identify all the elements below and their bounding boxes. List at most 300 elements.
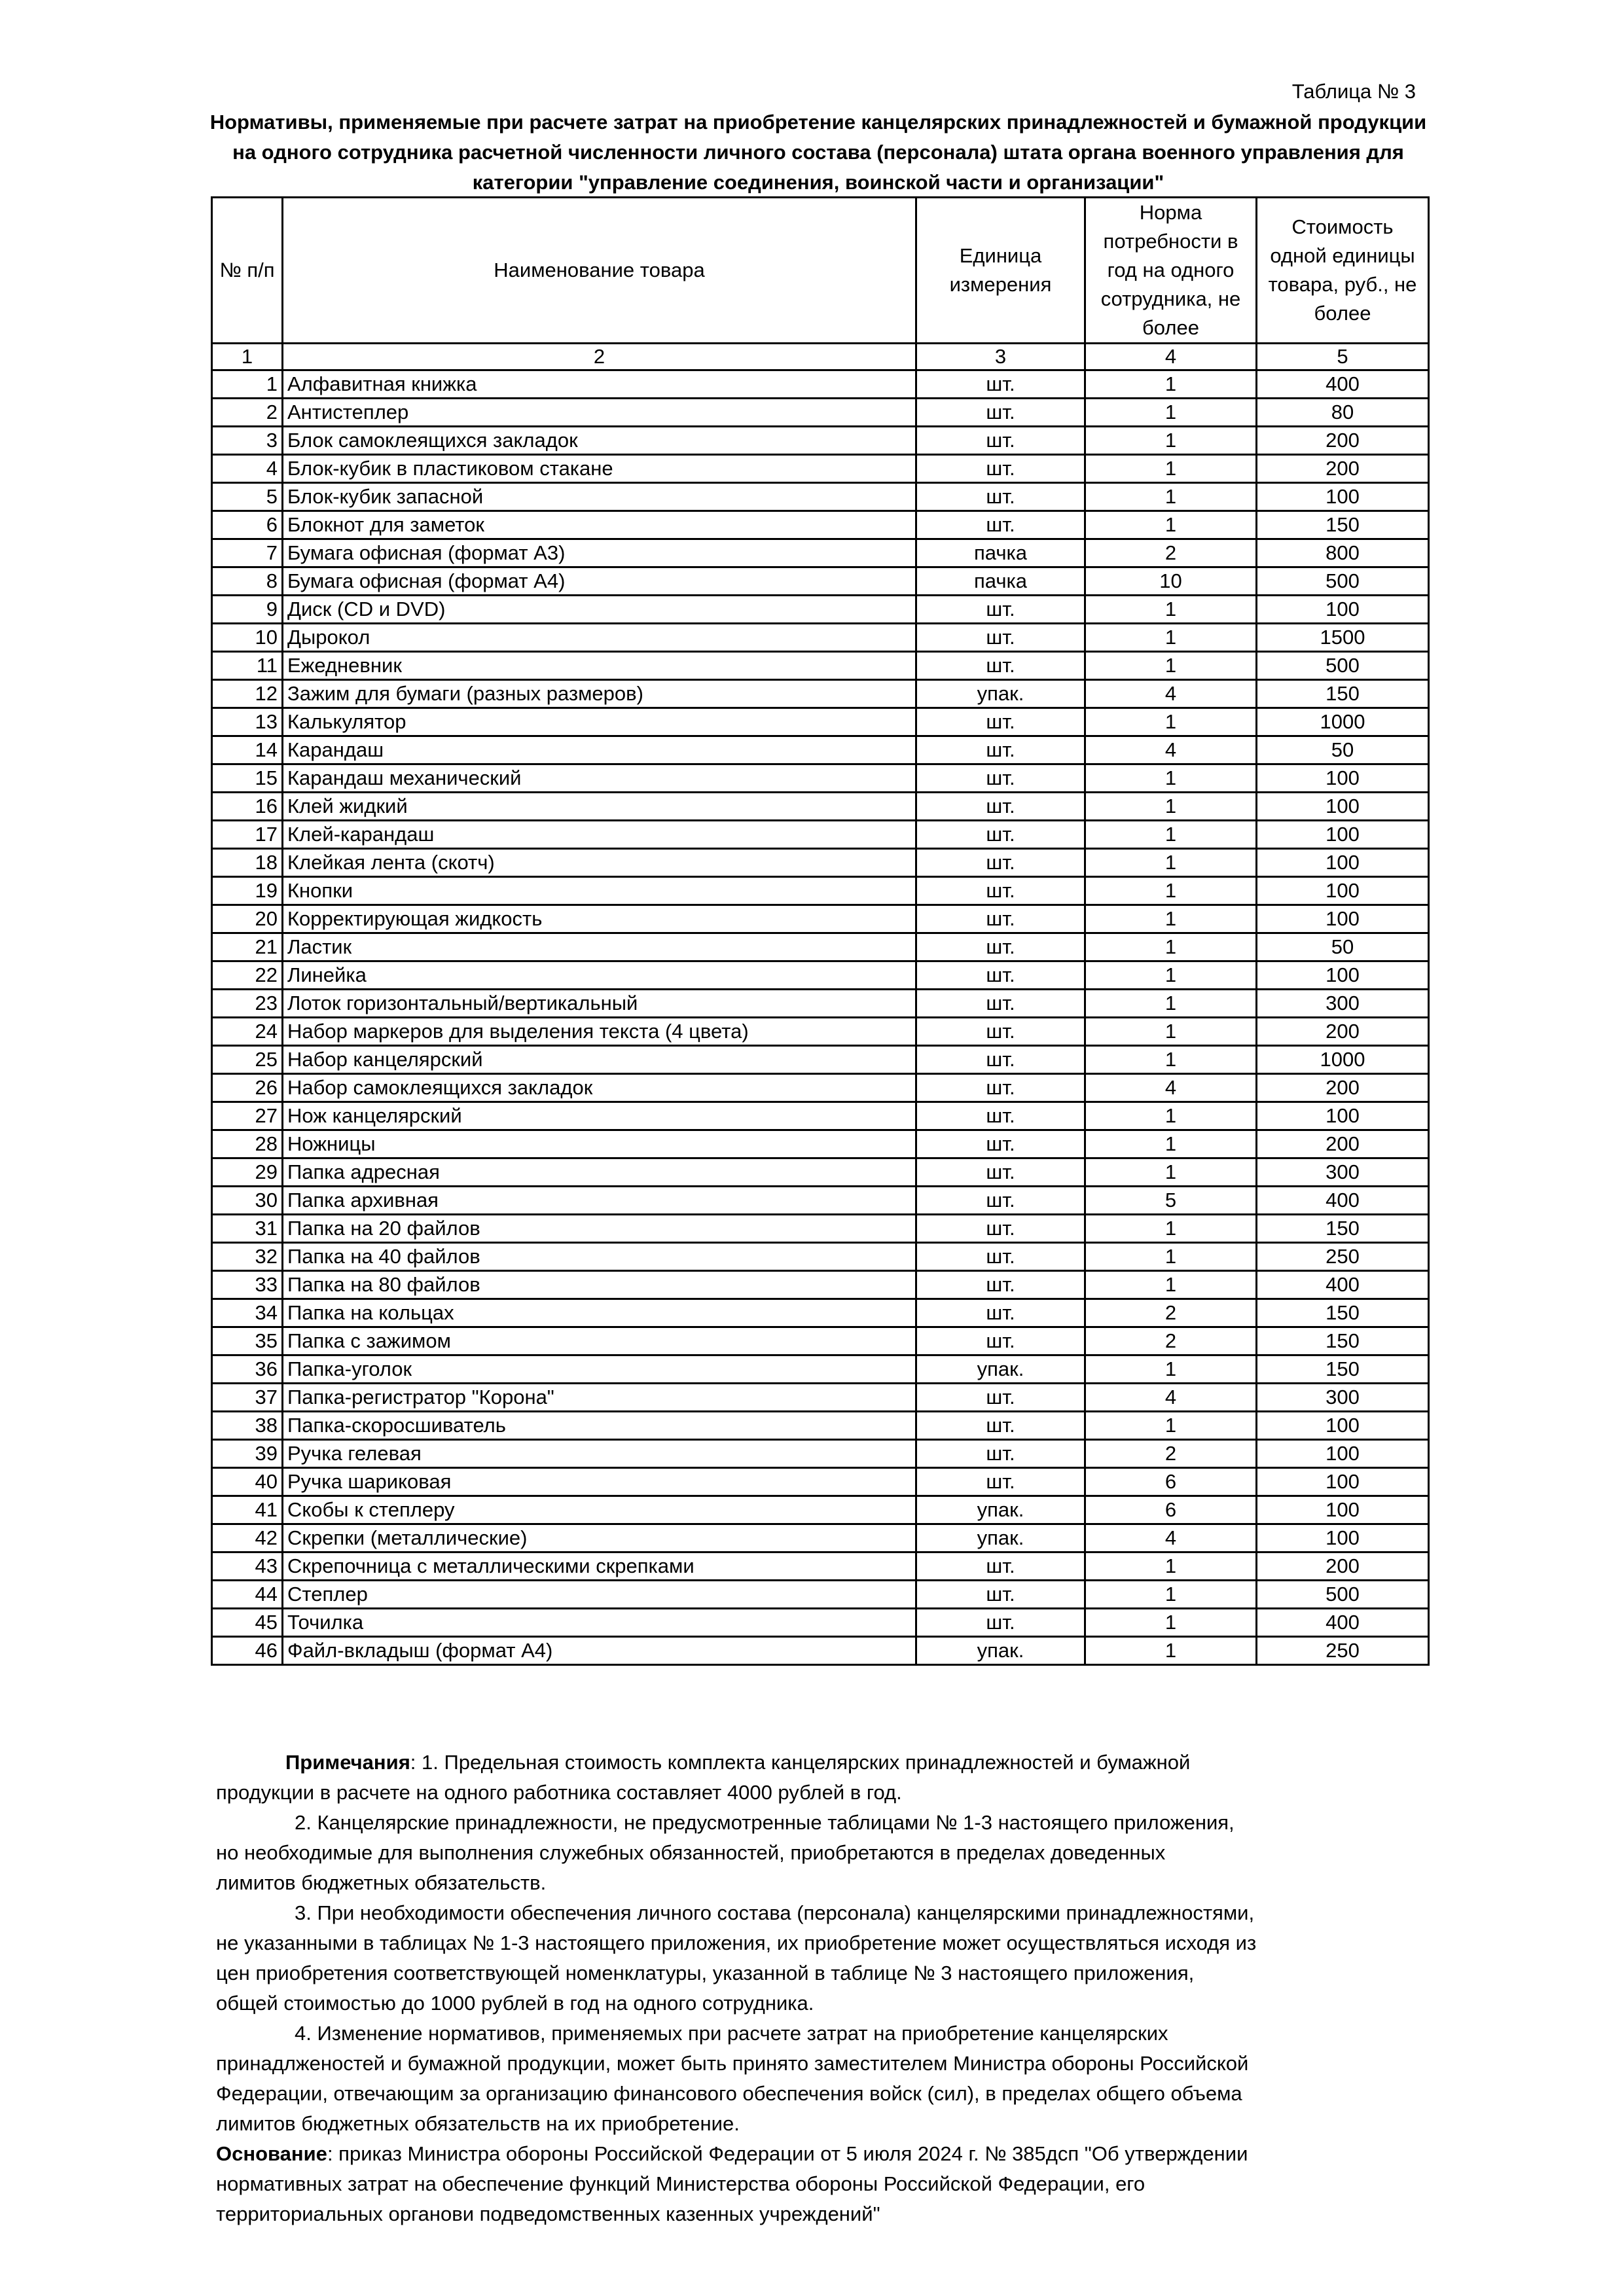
row-number: 17 <box>212 821 283 849</box>
unit: шт. <box>916 427 1085 455</box>
unit: шт. <box>916 455 1085 483</box>
table-row <box>212 455 1429 483</box>
table-row <box>212 427 1429 455</box>
row-number: 13 <box>212 708 283 736</box>
unit: шт. <box>916 1609 1085 1637</box>
unit-price: 100 <box>1257 849 1429 877</box>
row-number: 19 <box>212 877 283 905</box>
title-line: Нормативы, применяемые при расчете затрат на приобретение канцелярских принадлежностей и бумажной продукции <box>209 111 1427 134</box>
row-number: 20 <box>212 905 283 933</box>
annual-norm: 1 <box>1085 427 1257 455</box>
unit-price: 200 <box>1257 1130 1429 1158</box>
annual-norm: 1 <box>1085 511 1257 539</box>
annual-norm: 1 <box>1085 708 1257 736</box>
table-row <box>212 539 1429 567</box>
unit: шт. <box>916 1412 1085 1440</box>
row-number: 42 <box>212 1524 283 1552</box>
annual-norm: 1 <box>1085 1215 1257 1243</box>
annual-norm: 1 <box>1085 1243 1257 1271</box>
unit-price: 100 <box>1257 1524 1429 1552</box>
table-row <box>212 1609 1429 1637</box>
table-row <box>212 1581 1429 1609</box>
column-number: 4 <box>1085 344 1257 370</box>
unit-price: 100 <box>1257 1468 1429 1496</box>
row-number: 39 <box>212 1440 283 1468</box>
table-row <box>212 1074 1429 1102</box>
unit: шт. <box>916 1384 1085 1412</box>
annual-norm: 1 <box>1085 483 1257 511</box>
product-name: Блок самоклеящихся закладок <box>283 427 916 455</box>
row-number: 24 <box>212 1018 283 1046</box>
column-number-row <box>212 344 1429 370</box>
unit: шт. <box>916 1327 1085 1355</box>
header-norm: Норма потребности в год на одного сотрудника, не более <box>1085 198 1257 344</box>
unit: упак. <box>916 1355 1085 1384</box>
annual-norm: 6 <box>1085 1496 1257 1524</box>
product-name: Антистеплер <box>283 399 916 427</box>
product-name: Лоток горизонтальный/вертикальный <box>283 990 916 1018</box>
row-number: 28 <box>212 1130 283 1158</box>
unit: упак. <box>916 1637 1085 1665</box>
row-number: 18 <box>212 849 283 877</box>
product-name: Ножницы <box>283 1130 916 1158</box>
product-name: Зажим для бумаги (разных размеров) <box>283 680 916 708</box>
unit: шт. <box>916 1468 1085 1496</box>
annual-norm: 1 <box>1085 370 1257 399</box>
note-text: не указанными в таблицах № 1-3 настоящего приложения, их приобретение может осуществляться исходя из <box>216 1931 1257 1954</box>
product-name: Папка на 80 файлов <box>283 1271 916 1299</box>
product-name: Папка архивная <box>283 1187 916 1215</box>
unit-price: 200 <box>1257 1074 1429 1102</box>
unit-price: 400 <box>1257 370 1429 399</box>
table-row <box>212 1130 1429 1158</box>
unit-price: 300 <box>1257 1384 1429 1412</box>
table-row <box>212 990 1429 1018</box>
product-name: Блокнот для заметок <box>283 511 916 539</box>
unit: шт. <box>916 708 1085 736</box>
unit-price: 250 <box>1257 1637 1429 1665</box>
unit: шт. <box>916 596 1085 624</box>
unit-price: 150 <box>1257 1355 1429 1384</box>
row-number: 11 <box>212 652 283 680</box>
row-number: 4 <box>212 455 283 483</box>
table-row <box>212 567 1429 596</box>
unit-price: 500 <box>1257 567 1429 596</box>
product-name: Набор самоклеящихся закладок <box>283 1074 916 1102</box>
row-number: 32 <box>212 1243 283 1271</box>
row-number: 44 <box>212 1581 283 1609</box>
note-4: 4. Изменение нормативов, применяемых при расчете затрат на приобретение канцелярских <box>295 2022 1168 2045</box>
annual-norm: 1 <box>1085 1046 1257 1074</box>
product-name: Клейкая лента (скотч) <box>283 849 916 877</box>
table-row <box>212 1496 1429 1524</box>
unit: шт. <box>916 483 1085 511</box>
annual-norm: 10 <box>1085 567 1257 596</box>
product-name: Папка на кольцах <box>283 1299 916 1327</box>
product-name: Ластик <box>283 933 916 961</box>
annual-norm: 1 <box>1085 764 1257 793</box>
product-name: Бумага офисная (формат А4) <box>283 567 916 596</box>
table-row <box>212 933 1429 961</box>
table-row <box>212 1271 1429 1299</box>
table-row <box>212 821 1429 849</box>
table-row <box>212 1468 1429 1496</box>
unit-price: 150 <box>1257 1327 1429 1355</box>
column-number: 5 <box>1257 344 1429 370</box>
row-number: 9 <box>212 596 283 624</box>
unit-price: 100 <box>1257 1496 1429 1524</box>
unit-price: 100 <box>1257 596 1429 624</box>
product-name: Папка-скоросшиватель <box>283 1412 916 1440</box>
unit-price: 500 <box>1257 1581 1429 1609</box>
note-text: продукции в расчете на одного работника составляет 4000 рублей в год. <box>216 1781 902 1804</box>
unit-price: 250 <box>1257 1243 1429 1271</box>
product-name: Ручка шариковая <box>283 1468 916 1496</box>
unit-price: 150 <box>1257 1299 1429 1327</box>
annual-norm: 1 <box>1085 1637 1257 1665</box>
table-row <box>212 1046 1429 1074</box>
unit-price: 150 <box>1257 511 1429 539</box>
product-name: Скрепочница с металлическими скрепками <box>283 1552 916 1581</box>
table-row <box>212 1355 1429 1384</box>
note-text: Федерации, отвечающим за организацию финансового обеспечения войск (сил), в пределах общего объема <box>216 2082 1242 2105</box>
row-number: 14 <box>212 736 283 764</box>
unit: шт. <box>916 821 1085 849</box>
product-name: Линейка <box>283 961 916 990</box>
unit-price: 50 <box>1257 736 1429 764</box>
annual-norm: 5 <box>1085 1187 1257 1215</box>
unit-price: 400 <box>1257 1187 1429 1215</box>
annual-norm: 1 <box>1085 455 1257 483</box>
table-row <box>212 1412 1429 1440</box>
unit: шт. <box>916 1074 1085 1102</box>
row-number: 31 <box>212 1215 283 1243</box>
unit-price: 100 <box>1257 821 1429 849</box>
document-title <box>196 107 1440 198</box>
annual-norm: 1 <box>1085 596 1257 624</box>
unit-price: 50 <box>1257 933 1429 961</box>
unit: шт. <box>916 511 1085 539</box>
table-row <box>212 736 1429 764</box>
annual-norm: 2 <box>1085 539 1257 567</box>
unit: шт. <box>916 905 1085 933</box>
annual-norm: 1 <box>1085 652 1257 680</box>
unit: шт. <box>916 1158 1085 1187</box>
unit-price: 400 <box>1257 1271 1429 1299</box>
annual-norm: 1 <box>1085 1355 1257 1384</box>
table-row <box>212 905 1429 933</box>
table-row <box>212 708 1429 736</box>
product-name: Блок-кубик в пластиковом стакане <box>283 455 916 483</box>
row-number: 12 <box>212 680 283 708</box>
unit: шт. <box>916 1018 1085 1046</box>
unit: шт. <box>916 793 1085 821</box>
unit-price: 100 <box>1257 793 1429 821</box>
product-name: Клей жидкий <box>283 793 916 821</box>
row-number: 5 <box>212 483 283 511</box>
unit: шт. <box>916 1299 1085 1327</box>
row-number: 10 <box>212 624 283 652</box>
table-row <box>212 680 1429 708</box>
unit: шт. <box>916 1046 1085 1074</box>
unit-price: 300 <box>1257 1158 1429 1187</box>
row-number: 22 <box>212 961 283 990</box>
annual-norm: 4 <box>1085 736 1257 764</box>
row-number: 2 <box>212 399 283 427</box>
row-number: 1 <box>212 370 283 399</box>
unit-price: 400 <box>1257 1609 1429 1637</box>
product-name: Алфавитная книжка <box>283 370 916 399</box>
annual-norm: 1 <box>1085 1552 1257 1581</box>
unit-price: 100 <box>1257 1412 1429 1440</box>
unit-price: 200 <box>1257 1552 1429 1581</box>
annual-norm: 1 <box>1085 1018 1257 1046</box>
unit-price: 100 <box>1257 1440 1429 1468</box>
product-name: Ежедневник <box>283 652 916 680</box>
row-number: 26 <box>212 1074 283 1102</box>
header-price: Стоимость одной единицы товара, руб., не более <box>1257 198 1429 344</box>
unit: шт. <box>916 849 1085 877</box>
row-number: 33 <box>212 1271 283 1299</box>
table-row <box>212 399 1429 427</box>
basis-label: Основание <box>216 2142 327 2165</box>
annual-norm: 4 <box>1085 1524 1257 1552</box>
unit: шт. <box>916 877 1085 905</box>
annual-norm: 1 <box>1085 624 1257 652</box>
table-row <box>212 1158 1429 1187</box>
unit: шт. <box>916 1102 1085 1130</box>
row-number: 45 <box>212 1609 283 1637</box>
header-product-name: Наименование товара <box>283 198 916 344</box>
product-name: Папка-уголок <box>283 1355 916 1384</box>
annual-norm: 1 <box>1085 849 1257 877</box>
annual-norm: 1 <box>1085 1271 1257 1299</box>
basis-text: нормативных затрат на обеспечение функций Министерства обороны Российской Федерации, его <box>216 2172 1146 2195</box>
product-name: Блок-кубик запасной <box>283 483 916 511</box>
annual-norm: 1 <box>1085 399 1257 427</box>
unit: шт. <box>916 1130 1085 1158</box>
column-number: 2 <box>283 344 916 370</box>
unit-price: 200 <box>1257 455 1429 483</box>
table-row <box>212 1018 1429 1046</box>
table-row <box>212 370 1429 399</box>
product-name: Карандаш <box>283 736 916 764</box>
annual-norm: 1 <box>1085 877 1257 905</box>
unit: упак. <box>916 1524 1085 1552</box>
product-name: Папка адресная <box>283 1158 916 1187</box>
note-3: 3. При необходимости обеспечения личного состава (персонала) канцелярскими принадлежностями, <box>295 1901 1255 1924</box>
unit: упак. <box>916 680 1085 708</box>
row-number: 35 <box>212 1327 283 1355</box>
annual-norm: 1 <box>1085 1609 1257 1637</box>
product-name: Ручка гелевая <box>283 1440 916 1468</box>
note-text: лимитов бюджетных обязательств. <box>216 1871 547 1894</box>
unit: шт. <box>916 370 1085 399</box>
unit-price: 100 <box>1257 1102 1429 1130</box>
note-text: общей стоимостью до 1000 рублей в год на одного сотрудника. <box>216 1992 814 2015</box>
unit-price: 200 <box>1257 427 1429 455</box>
product-name: Папка на 20 файлов <box>283 1215 916 1243</box>
product-name: Папка-регистратор "Корона" <box>283 1384 916 1412</box>
annual-norm: 1 <box>1085 961 1257 990</box>
table-row <box>212 1440 1429 1468</box>
row-number: 30 <box>212 1187 283 1215</box>
annual-norm: 1 <box>1085 1412 1257 1440</box>
table-row <box>212 624 1429 652</box>
unit: шт. <box>916 764 1085 793</box>
annual-norm: 1 <box>1085 821 1257 849</box>
row-number: 8 <box>212 567 283 596</box>
note-text: : 1. Предельная стоимость комплекта канцелярских принадлежностей и бумажной <box>410 1751 1191 1774</box>
row-number: 46 <box>212 1637 283 1665</box>
unit: шт. <box>916 1440 1085 1468</box>
row-number: 29 <box>212 1158 283 1187</box>
note-text: лимитов бюджетных обязательств на их приобретение. <box>216 2112 740 2135</box>
row-number: 23 <box>212 990 283 1018</box>
annual-norm: 1 <box>1085 1581 1257 1609</box>
product-name: Точилка <box>283 1609 916 1637</box>
unit: шт. <box>916 933 1085 961</box>
unit-price: 1500 <box>1257 624 1429 652</box>
product-name: Дырокол <box>283 624 916 652</box>
unit: пачка <box>916 539 1085 567</box>
unit: шт. <box>916 736 1085 764</box>
column-number: 3 <box>916 344 1085 370</box>
row-number: 16 <box>212 793 283 821</box>
annual-norm: 2 <box>1085 1299 1257 1327</box>
unit-price: 80 <box>1257 399 1429 427</box>
table-row <box>212 1524 1429 1552</box>
product-name: Бумага офисная (формат А3) <box>283 539 916 567</box>
basis <box>216 2139 1329 2169</box>
note-text: цен приобретения соответствующей номенклатуры, указанной в таблице № 3 настоящего приложения, <box>216 1962 1195 1984</box>
annual-norm: 1 <box>1085 1102 1257 1130</box>
unit-price: 300 <box>1257 990 1429 1018</box>
table-row <box>212 483 1429 511</box>
row-number: 6 <box>212 511 283 539</box>
row-number: 36 <box>212 1355 283 1384</box>
header-number: № п/п <box>212 198 283 344</box>
annual-norm: 1 <box>1085 933 1257 961</box>
table-row <box>212 793 1429 821</box>
unit: шт. <box>916 1187 1085 1215</box>
unit: шт. <box>916 1581 1085 1609</box>
annual-norm: 1 <box>1085 793 1257 821</box>
unit-price: 100 <box>1257 877 1429 905</box>
row-number: 25 <box>212 1046 283 1074</box>
table-row <box>212 511 1429 539</box>
unit-price: 800 <box>1257 539 1429 567</box>
unit-price: 150 <box>1257 1215 1429 1243</box>
unit: шт. <box>916 990 1085 1018</box>
row-number: 34 <box>212 1299 283 1327</box>
unit-price: 1000 <box>1257 1046 1429 1074</box>
table-row <box>212 1552 1429 1581</box>
notes-label: Примечания <box>285 1751 410 1774</box>
unit: шт. <box>916 399 1085 427</box>
unit: пачка <box>916 567 1085 596</box>
note-2: 2. Канцелярские принадлежности, не предусмотренные таблицами № 1-3 настоящего приложения, <box>295 1811 1235 1834</box>
table-row <box>212 764 1429 793</box>
table-row <box>212 961 1429 990</box>
note-text: но необходимые для выполнения служебных обязанностей, приобретаются в пределах доведенных <box>216 1841 1166 1864</box>
unit-price: 1000 <box>1257 708 1429 736</box>
table-row <box>212 849 1429 877</box>
product-name: Кнопки <box>283 877 916 905</box>
unit: шт. <box>916 1243 1085 1271</box>
table-row <box>212 1384 1429 1412</box>
norms-table <box>211 196 1430 1666</box>
table-row <box>212 1299 1429 1327</box>
header-unit: Единица измерения <box>916 198 1085 344</box>
row-number: 37 <box>212 1384 283 1412</box>
table-row <box>212 1243 1429 1271</box>
row-number: 27 <box>212 1102 283 1130</box>
table-row <box>212 877 1429 905</box>
product-name: Клей-карандаш <box>283 821 916 849</box>
product-name: Нож канцелярский <box>283 1102 916 1130</box>
row-number: 3 <box>212 427 283 455</box>
title-line: категории "управление соединения, воинской части и организации" <box>472 171 1164 194</box>
unit: шт. <box>916 961 1085 990</box>
row-number: 7 <box>212 539 283 567</box>
product-name: Набор маркеров для выделения текста (4 цвета) <box>283 1018 916 1046</box>
product-name: Диск (CD и DVD) <box>283 596 916 624</box>
unit-price: 100 <box>1257 483 1429 511</box>
row-number: 15 <box>212 764 283 793</box>
annual-norm: 2 <box>1085 1327 1257 1355</box>
product-name: Скобы к степлеру <box>283 1496 916 1524</box>
unit-price: 100 <box>1257 961 1429 990</box>
product-name: Степлер <box>283 1581 916 1609</box>
note-1 <box>216 1748 1329 1778</box>
header-row <box>212 198 1429 344</box>
unit-price: 100 <box>1257 905 1429 933</box>
row-number: 21 <box>212 933 283 961</box>
annual-norm: 4 <box>1085 1384 1257 1412</box>
unit-price: 200 <box>1257 1018 1429 1046</box>
product-name: Корректирующая жидкость <box>283 905 916 933</box>
unit: шт. <box>916 652 1085 680</box>
unit: шт. <box>916 624 1085 652</box>
row-number: 41 <box>212 1496 283 1524</box>
column-number: 1 <box>212 344 283 370</box>
basis-text: : приказ Министра обороны Российской Федерации от 5 июля 2024 г. № 385дсп "Об утверждении <box>327 2142 1248 2165</box>
product-name: Карандаш механический <box>283 764 916 793</box>
product-name: Набор канцелярский <box>283 1046 916 1074</box>
annual-norm: 2 <box>1085 1440 1257 1468</box>
unit: шт. <box>916 1271 1085 1299</box>
basis-text: территориальных органови подведомственных казенных учреждений" <box>216 2202 880 2225</box>
product-name: Калькулятор <box>283 708 916 736</box>
note-text: принадлженостей и бумажной продукции, может быть принято заместителем Министра обороны Российской <box>216 2052 1249 2075</box>
table-row <box>212 1637 1429 1665</box>
table-row <box>212 1187 1429 1215</box>
unit: шт. <box>916 1215 1085 1243</box>
unit-price: 100 <box>1257 764 1429 793</box>
table-row <box>212 1215 1429 1243</box>
notes-section <box>216 1748 1329 2229</box>
product-name: Файл-вкладыш (формат А4) <box>283 1637 916 1665</box>
annual-norm: 4 <box>1085 680 1257 708</box>
unit: шт. <box>916 1552 1085 1581</box>
row-number: 38 <box>212 1412 283 1440</box>
row-number: 40 <box>212 1468 283 1496</box>
table-row <box>212 652 1429 680</box>
product-name: Папка на 40 файлов <box>283 1243 916 1271</box>
row-number: 43 <box>212 1552 283 1581</box>
annual-norm: 1 <box>1085 1130 1257 1158</box>
